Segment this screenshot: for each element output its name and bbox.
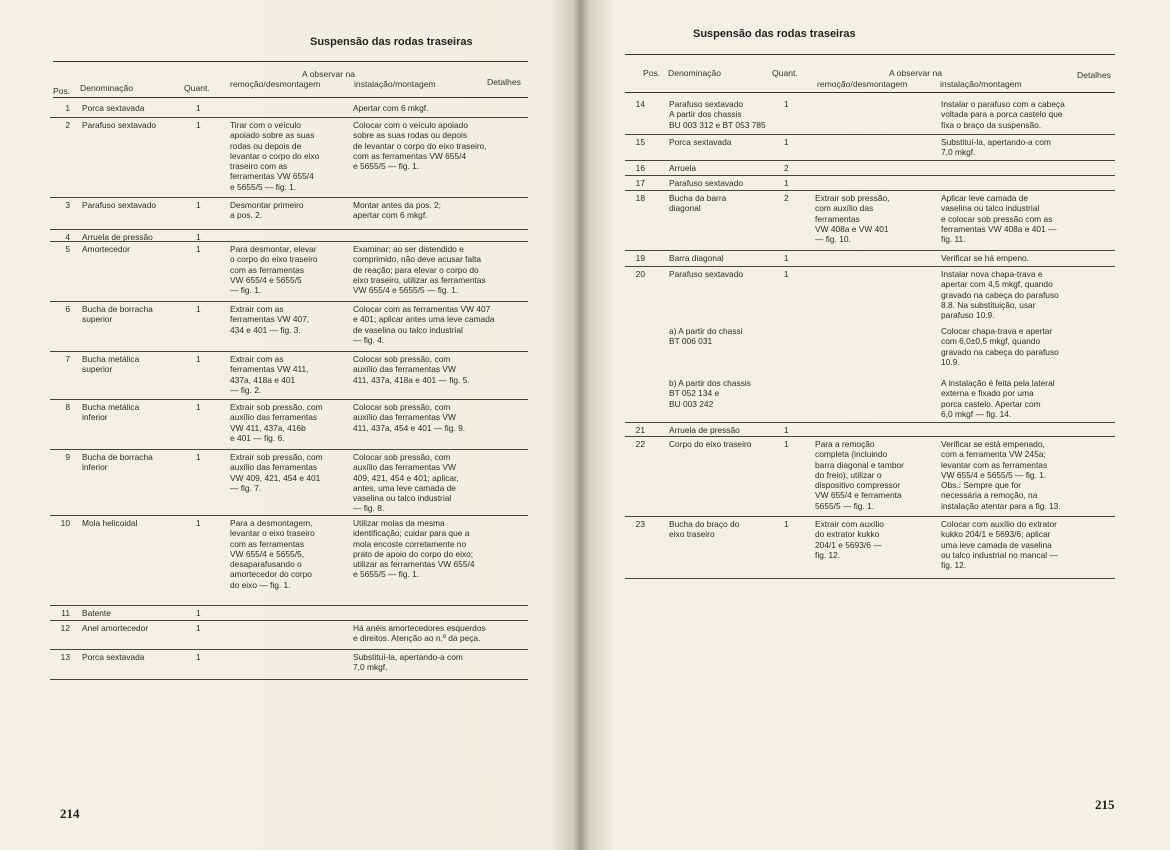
divider	[625, 92, 1115, 93]
cell-qty: 1	[196, 608, 201, 618]
table-row	[625, 266, 1115, 423]
cell-qty: 1	[196, 402, 201, 412]
cell-pos: 8	[65, 402, 70, 412]
right-page	[585, 0, 1170, 850]
cell-name: Bucha do braço do eixo traseiro	[669, 519, 740, 540]
table-row	[50, 620, 528, 650]
cell-qty: 1	[784, 253, 789, 263]
header-install: instalação/montagem	[354, 79, 436, 89]
cell-name: Parafuso sextavado	[669, 269, 744, 279]
cell-pos: 14	[635, 99, 645, 109]
cell-rem: Extrair com as ferramentas VW 407, 434 e 401 — fig. 3.	[230, 304, 310, 335]
sub-item-name: b) A partir dos chassis BT 052 134 e BU 003 242	[669, 378, 751, 409]
cell-inst: Colocar sob pressão, com auxílio das ferramentas VW 411, 437a, 418a e 401 — fig. 5.	[353, 354, 470, 385]
cell-qty: 1	[196, 103, 201, 113]
cell-pos: 11	[61, 608, 70, 618]
table-row	[50, 605, 528, 621]
cell-name: Anel amortecedor	[82, 623, 149, 633]
header-pos: Pos.	[53, 86, 71, 96]
cell-qty: 1	[196, 232, 201, 242]
cell-qty: 1	[196, 354, 201, 364]
cell-qty: 1	[196, 623, 201, 633]
cell-inst: Há anéis amortecedores esquerdos e direitos. Atenção ao n.º da peça.	[353, 623, 486, 644]
cell-qty: 1	[196, 120, 201, 130]
cell-name: Porca sextavada	[82, 103, 145, 113]
cell-pos: 4	[65, 232, 70, 242]
table-row	[50, 449, 528, 516]
table-row	[625, 175, 1115, 191]
cell-pos: 9	[65, 452, 70, 462]
table-row	[50, 241, 528, 302]
cell-inst: Colocar com o veículo apoiado sobre as suas rodas ou depois de levantar o corpo do eixo traseiro, com as ferramentas VW 655/4 e 5655/5 — fig. 1.	[353, 120, 487, 172]
header-qty: Quant.	[772, 68, 798, 78]
cell-name: Arruela de pressão	[669, 425, 740, 435]
header-details: Detalhes	[1077, 70, 1111, 80]
cell-inst: Verificar se há empeno.	[941, 253, 1029, 263]
table-row	[50, 117, 528, 198]
cell-qty: 1	[196, 244, 201, 254]
page-number: 215	[1095, 797, 1115, 812]
cell-qty: 1	[196, 518, 201, 528]
cell-name: Parafuso sextavado	[669, 178, 744, 188]
cell-name: Arruela de pressão	[82, 232, 153, 242]
cell-pos: 2	[65, 120, 70, 130]
cell-rem: Para a desmontagem, levantar o eixo traseiro com as ferramentas VW 655/4 e 5655/5, desaparafusando o amortecedor do corpo do eixo — fig. 1.	[230, 518, 315, 590]
cell-pos: 18	[635, 193, 645, 203]
cell-pos: 5	[65, 244, 70, 254]
header-removal: remoção/desmontagem	[230, 79, 321, 89]
cell-name: Parafuso sextavado	[82, 120, 157, 130]
cell-name: Bucha da barra diagonal	[669, 193, 727, 214]
cell-rem: Extrair sob pressão, com auxílio das ferramentas VW 408a e VW 401 — fig. 10.	[815, 193, 890, 245]
cell-inst: Instalar nova chapa-trava e apertar com 4,5 mkgf, quando gravado na cabeça do parafuso 8.8. Na substituição, usar parafuso 10.9.	[941, 269, 1059, 321]
cell-qty: 1	[784, 137, 789, 147]
cell-inst: Colocar sob pressão, com auxílio das ferramentas VW 411, 437a, 454 e 401 — fig. 9.	[353, 402, 466, 433]
cell-inst: Montar antes da pos. 2; apertar com 6 mkgf.	[353, 200, 441, 221]
sub-item-install: A instalação é feita pela lateral externa e fixado por uma porca castelo. Apertar com 6,0 mkgf — fig. 14.	[941, 378, 1055, 419]
cell-pos: 7	[65, 354, 70, 364]
sub-item-install: Colocar chapa-trava e apertar com 6,0±0,5 mkgf, quando gravado na cabeça do parafuso 10.9.	[941, 326, 1059, 367]
header-name: Denominação	[80, 83, 134, 93]
cell-pos: 17	[635, 178, 645, 188]
cell-pos: 21	[635, 425, 645, 435]
cell-pos: 10	[60, 518, 70, 528]
table-row	[625, 96, 1115, 135]
cell-qty: 1	[784, 99, 789, 109]
cell-name: Batente	[82, 608, 111, 618]
cell-qty: 1	[784, 425, 789, 435]
cell-rem: Para a remoção completa (incluindo barra diagonal e tambor do freio), utilizar o dispositivo compressor VW 655/4 e ferramenta 5655/5 — fig. 1.	[815, 439, 904, 511]
table-row	[50, 515, 528, 606]
page-title: Suspensão das rodas traseiras	[310, 36, 473, 48]
header-install: instalação/montagem	[940, 79, 1022, 89]
cell-name: Barra diagonal	[669, 253, 724, 263]
table-row	[50, 301, 528, 352]
cell-pos: 20	[635, 269, 645, 279]
cell-qty: 1	[784, 178, 789, 188]
cell-inst: Apertar com 6 mkgf.	[353, 103, 429, 113]
cell-rem: Para desmontar, elevar o corpo do eixo traseiro com as ferramentas VW 655/4 e 5655/5 — fig. 1.	[230, 244, 318, 296]
header-observe: A observar na	[889, 68, 943, 78]
page-title: Suspensão das rodas traseiras	[693, 28, 856, 40]
cell-pos: 1	[65, 103, 70, 113]
divider	[53, 61, 528, 62]
table-row	[50, 649, 528, 680]
cell-inst: Verificar se está empenado, com a ferramenta VW 245a; levantar com as ferramentas VW 655/4 e 5655/5 — fig. 1. Obs.: Sempre que for necessária a remoção, na instalação atentar para a fig. 13.	[941, 439, 1061, 511]
left-page	[0, 0, 575, 850]
header-details: Detalhes	[487, 77, 521, 87]
cell-qty: 1	[196, 452, 201, 462]
cell-qty: 1	[196, 304, 201, 314]
header-name: Denominação	[668, 68, 722, 78]
sub-item-name: a) A partir do chassi BT 006 031	[669, 326, 743, 347]
table-row	[625, 160, 1115, 176]
cell-qty: 2	[784, 193, 789, 203]
cell-qty: 1	[784, 519, 789, 529]
header-pos: Pos.	[643, 68, 661, 78]
cell-inst: Colocar sob pressão, com auxílio das ferramentas VW 409, 421, 454 e 401; aplicar, antes, uma leve camada de vaselina ou talco industrial — fig. 8.	[353, 452, 459, 514]
cell-name: Porca sextavada	[82, 652, 145, 662]
cell-qty: 1	[784, 269, 789, 279]
cell-name: Amortecedor	[82, 244, 130, 254]
cell-rem: Extrair sob pressão, com auxílio das ferramentas VW 411, 437a, 416b e 401 — fig. 6.	[230, 402, 323, 443]
table-row	[50, 100, 528, 118]
cell-inst: Colocar com as ferramentas VW 407 e 401; aplicar antes uma leve camada de vaselina ou talco industrial — fig. 4.	[353, 304, 495, 345]
cell-rem: Extrair sob pressão, com auxílio das ferramentas VW 409, 421, 454 e 401 — fig. 7.	[230, 452, 323, 493]
header-qty: Quant.	[184, 83, 210, 93]
cell-name: Corpo do eixo traseiro	[669, 439, 752, 449]
cell-qty: 2	[784, 163, 789, 173]
cell-qty: 1	[196, 200, 201, 210]
cell-inst: Utilizar molas da mesma identificação; cuidar para que a mola encoste corretamente no prato de apoio do corpo do eixo; utilizar as ferramentas VW 655/4 e 5655/5 — fig. 1.	[353, 518, 475, 580]
table-row	[625, 134, 1115, 161]
cell-pos: 12	[60, 623, 70, 633]
cell-pos: 23	[635, 519, 645, 529]
cell-name: Bucha metálica superior	[82, 354, 140, 375]
cell-inst: Examinar; ao ser distendido e comprimido, não deve acusar falta de reação; para elevar o corpo do eixo traseiro, utilizar as ferramentas VW 655/4 e 5655/5 — fig. 1.	[353, 244, 486, 296]
cell-pos: 3	[65, 200, 70, 210]
cell-rem: Extrair com as ferramentas VW 411, 437a, 418a e 401 — fig. 2.	[230, 354, 309, 395]
cell-name: Bucha metálica inferior	[82, 402, 140, 423]
cell-name: Mola helicoidal	[82, 518, 138, 528]
cell-pos: 19	[635, 253, 645, 263]
cell-rem: Desmontar primeiro a pos. 2.	[230, 200, 304, 221]
cell-rem: Tirar com o veículo apoiado sobre as suas rodas ou depois de levantar o corpo do eixo traseiro com as ferramentas VW 655/4 e 5655/5 — fig. 1.	[230, 120, 320, 192]
cell-inst: Substituí-la, apertando-a com 7,0 mkgf.	[353, 652, 463, 673]
cell-pos: 15	[635, 137, 645, 147]
table-row	[625, 422, 1115, 437]
cell-name: Bucha de borracha inferior	[82, 452, 153, 473]
cell-inst: Aplicar leve camada de vaselina ou talco industrial e colocar sob pressão com as ferramentas VW 408a e 401 — fig. 11.	[941, 193, 1057, 245]
cell-qty: 1	[196, 652, 201, 662]
cell-inst: Substituí-la, apertando-a com 7,0 mkgf.	[941, 137, 1051, 158]
cell-pos: 16	[635, 163, 645, 173]
cell-pos: 13	[60, 652, 70, 662]
cell-name: Porca sextavada	[669, 137, 732, 147]
table-row	[625, 436, 1115, 517]
table-row	[50, 399, 528, 450]
divider	[53, 97, 528, 98]
header-removal: remoção/desmontagem	[817, 79, 908, 89]
cell-rem: Extrair com auxílio do extrator kukko 204/1 e 5693/6 — fig. 12.	[815, 519, 884, 560]
table-row	[625, 250, 1115, 267]
table-row	[625, 190, 1115, 251]
cell-pos: 6	[65, 304, 70, 314]
header-observe: A observar na	[302, 69, 356, 79]
divider	[625, 54, 1115, 55]
cell-name: Bucha de borracha superior	[82, 304, 153, 325]
cell-pos: 22	[635, 439, 645, 449]
page-number: 214	[60, 806, 80, 821]
table-row	[625, 516, 1115, 579]
cell-inst: Instalar o parafuso com a cabeça voltada para a porca castelo que fixa o braço da suspensão.	[941, 99, 1065, 130]
table-row	[50, 197, 528, 230]
cell-name: Parafuso sextavado	[82, 200, 157, 210]
cell-qty: 1	[784, 439, 789, 449]
cell-name: Arruela	[669, 163, 696, 173]
table-row	[50, 351, 528, 400]
cell-inst: Colocar com auxílio do extrator kukko 204/1 e 5693/6; aplicar uma leve camada de vaselina ou talco industrial no mancal — fig. 12.	[941, 519, 1058, 571]
cell-name: Parafuso sextavado A partir dos chassis BU 003 312 e BT 053 785	[669, 99, 766, 130]
